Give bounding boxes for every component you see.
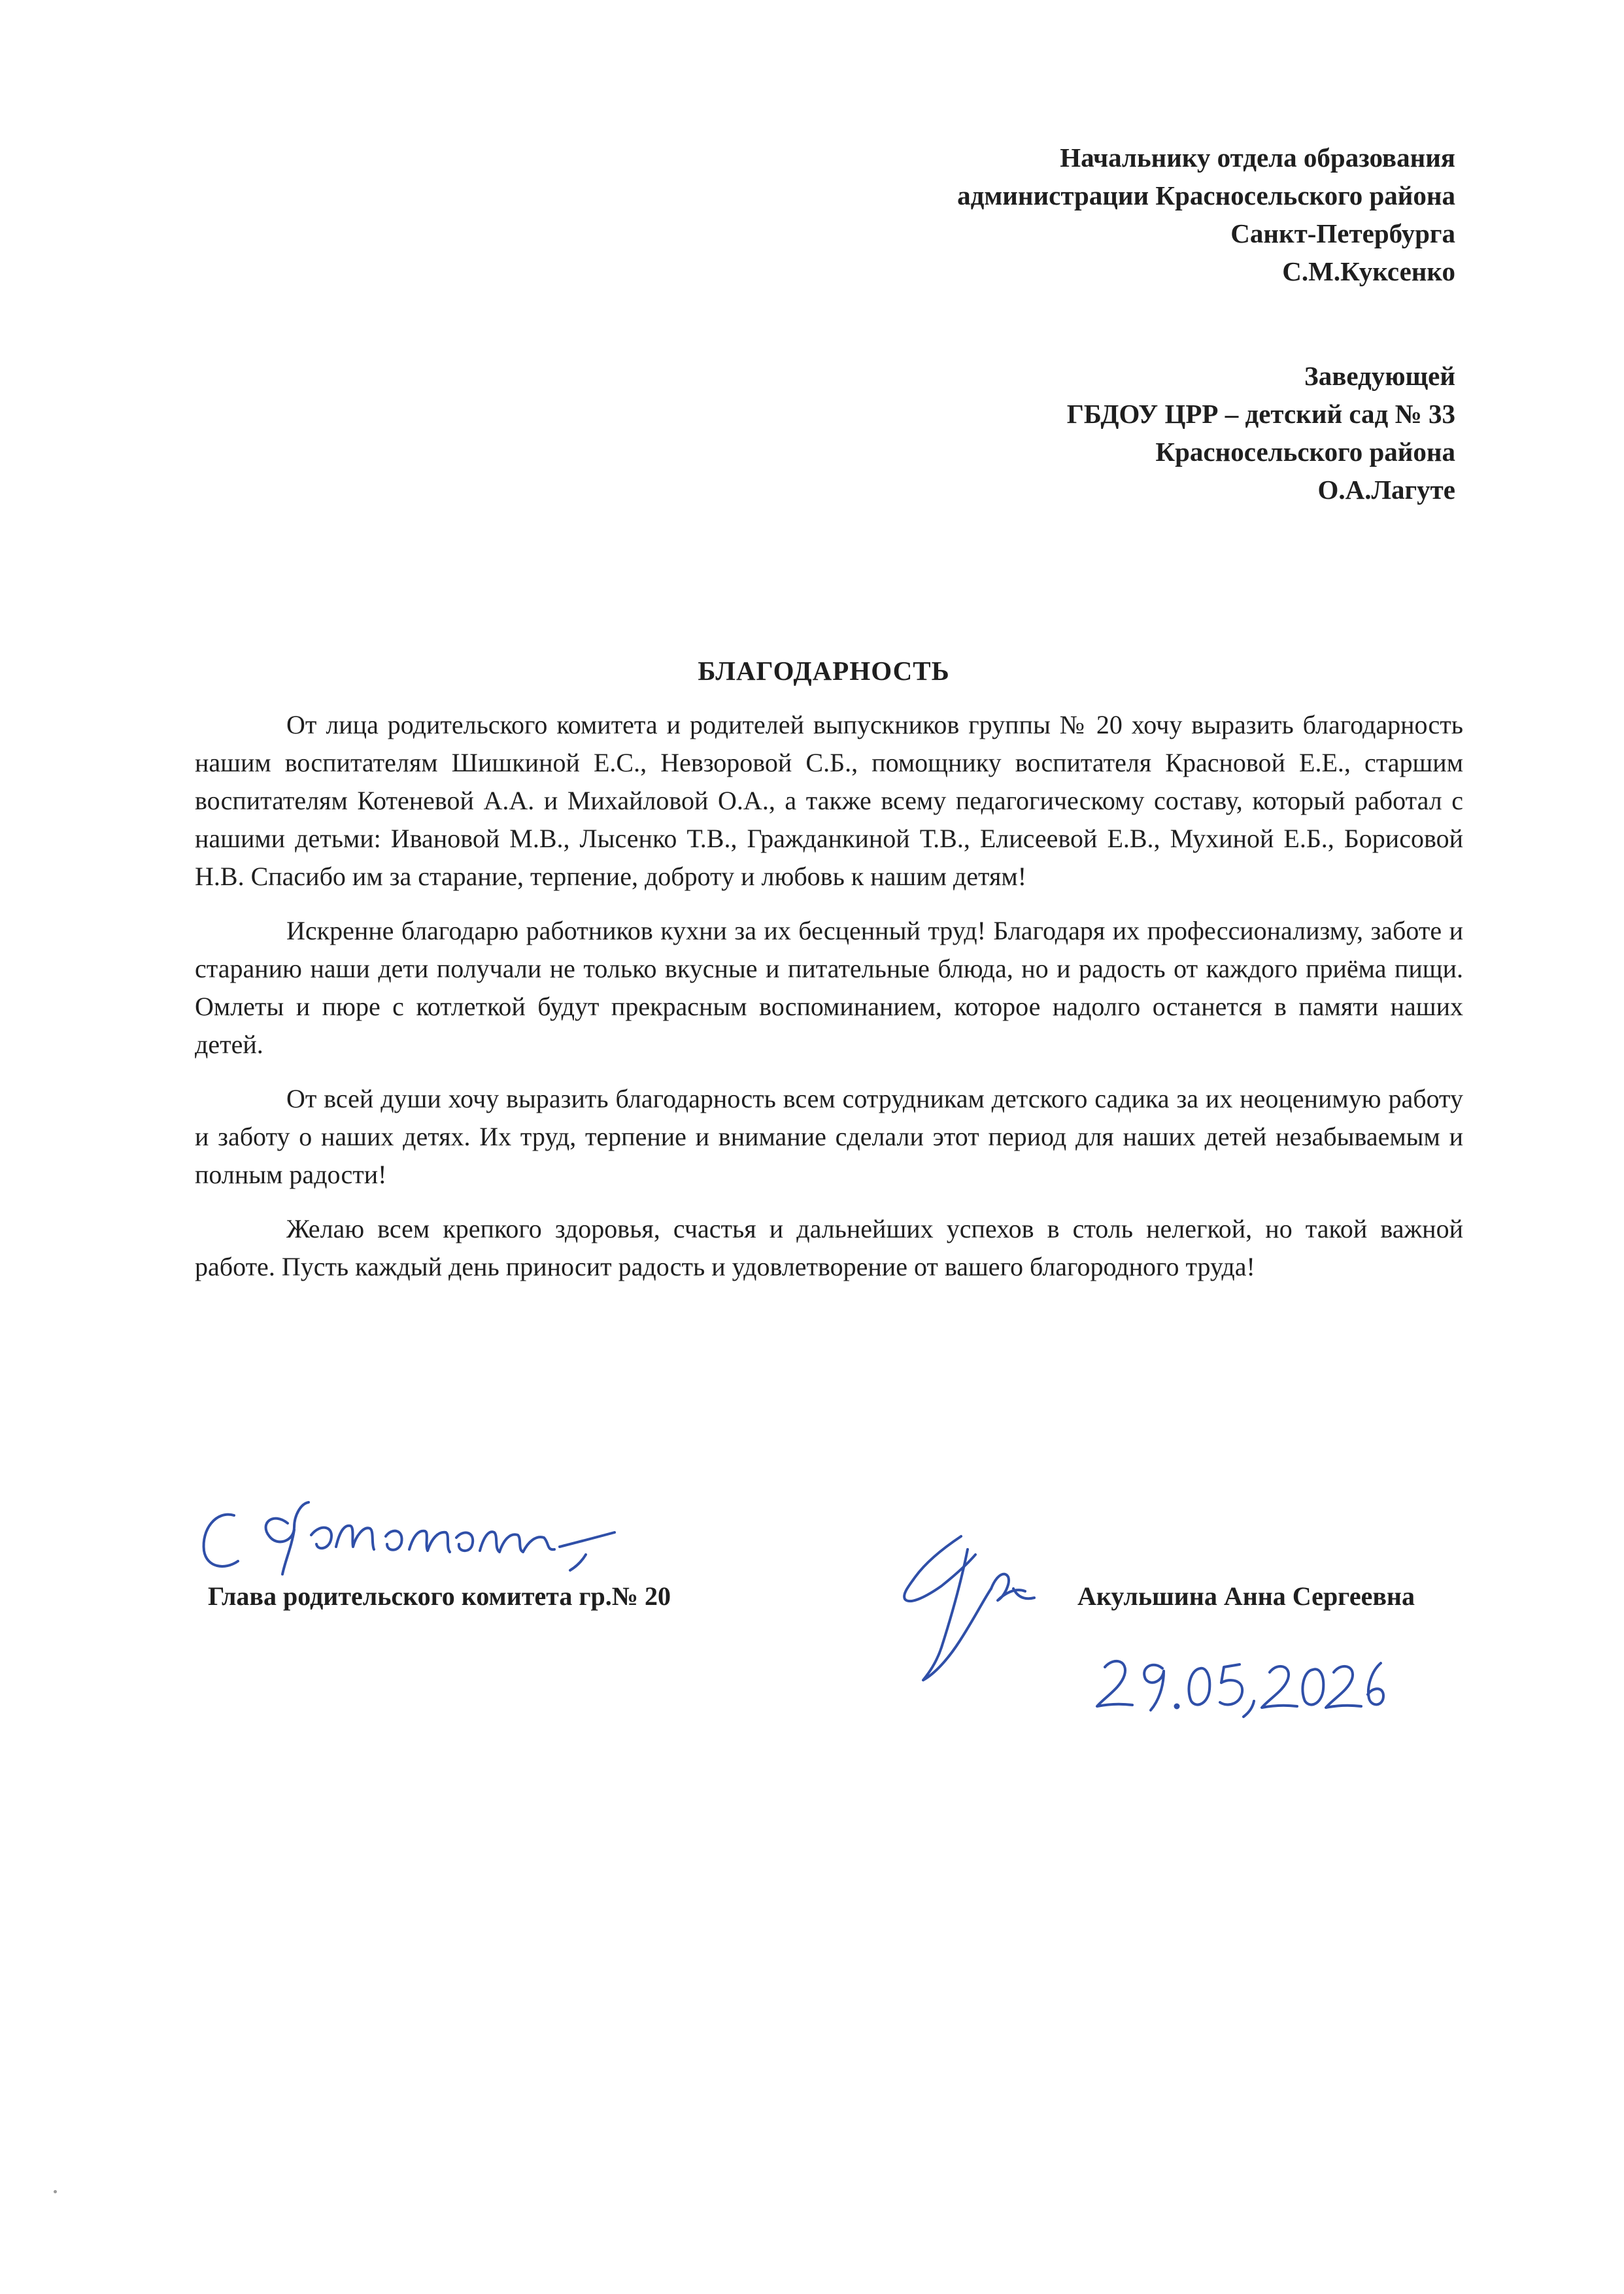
addressee-line: О.А.Лагуте [1317,475,1455,505]
addressee-line: администрации Красносельского района [957,180,1455,211]
paragraph: Искренне благодарю работников кухни за их бесценный труд! Благодаря их профессионализму, заботе и старанию наши дети получали не только вкусные и питательные блюда, но и радость от каждого приёма пищи. Омлеты и пюре с котлеткой будут прекрасным воспоминанием, которое надолго останется в памяти наших детей. [195,916,1463,1059]
handwritten-signature [863,1523,1059,1693]
scan-speck [54,2190,57,2193]
addressee-line: Санкт-Петербурга [1230,218,1455,248]
document-title: БЛАГОДАРНОСТЬ [698,656,950,686]
handwritten-date [1085,1641,1386,1719]
addressee-line: Заведующей [1304,361,1455,391]
signatory-role: Глава родительского комитета гр.№ 20 [208,1581,671,1611]
paragraph: От лица родительского комитета и родителей выпускников группы № 20 хочу выразить благодарность нашим воспитателям Шишкиной Е.С., Невзоровой С.Б., помощнику воспитателя Красновой Е.Е., старшим воспитателям Котеневой А.А. и Михайловой О.А., а также всему педагогическому составу, который работал с нашими детьми: Ивановой М.В., Лысенко Т.В., Гражданкиной Т.В., Елисеевой Е.В., Мухиной Е.Б., Борисовой Н.В. Спасибо им за старание, терпение, доброту и любовь к нашим детям! [195,710,1463,891]
addressee-line: Начальнику отдела образования [1060,143,1455,173]
paragraph: От всей души хочу выразить благодарность всем сотрудникам детского садика за их неоценимую работу и заботу о наших детях. Их труд, терпение и внимание сделали этот период для наших детей незабываемым и полным радости! [195,1084,1463,1189]
signatory-name: Акульшина Анна Сергеевна [1077,1581,1415,1611]
addressee-line: Красносельского района [1155,437,1455,467]
addressee-line: С.М.Куксенко [1282,256,1455,286]
letter-body [195,706,1463,1302]
paragraph: Желаю всем крепкого здоровья, счастья и дальнейших успехов в столь нелегкой, но такой важной работе. Пусть каждый день приносит радость и удовлетворение от вашего благородного труда! [195,1214,1463,1281]
addressee-line: ГБДОУ ЦРР – детский сад № 33 [1066,399,1455,429]
handwritten-regards [196,1484,641,1582]
addressee-kindergarten-head [1067,357,1455,509]
addressee-head-of-education [957,139,1455,290]
